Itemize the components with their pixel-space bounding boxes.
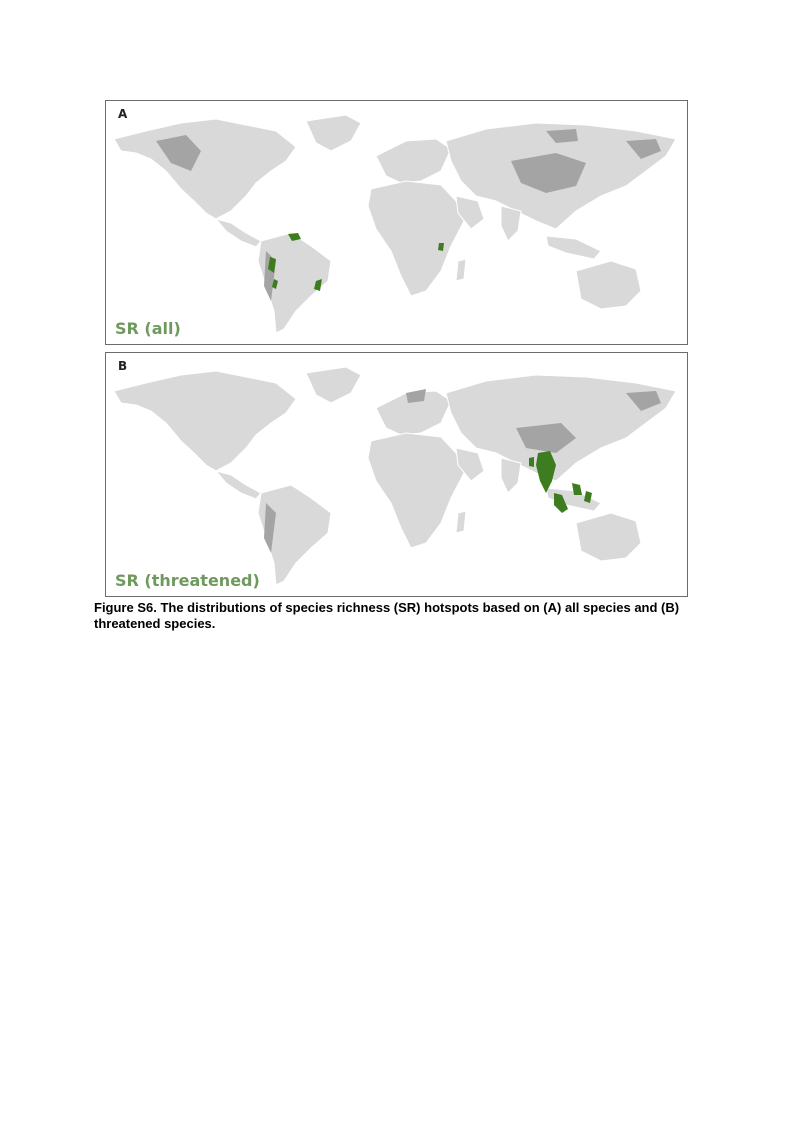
map-panel-a (105, 100, 688, 345)
panel-label: SR (all) (115, 319, 181, 338)
panel-label: SR (threatened) (115, 571, 260, 590)
world-map-a (106, 101, 687, 344)
world-map-b (106, 353, 687, 596)
figure-caption: Figure S6. The distributions of species richness (SR) hotspots based on (A) all species and (B) threatened species. (94, 600, 680, 631)
panel-letter: B (118, 359, 128, 373)
land-masses (114, 115, 676, 333)
panel-letter: A (118, 107, 128, 121)
map-panel-b (105, 352, 688, 597)
land-masses (114, 367, 676, 585)
